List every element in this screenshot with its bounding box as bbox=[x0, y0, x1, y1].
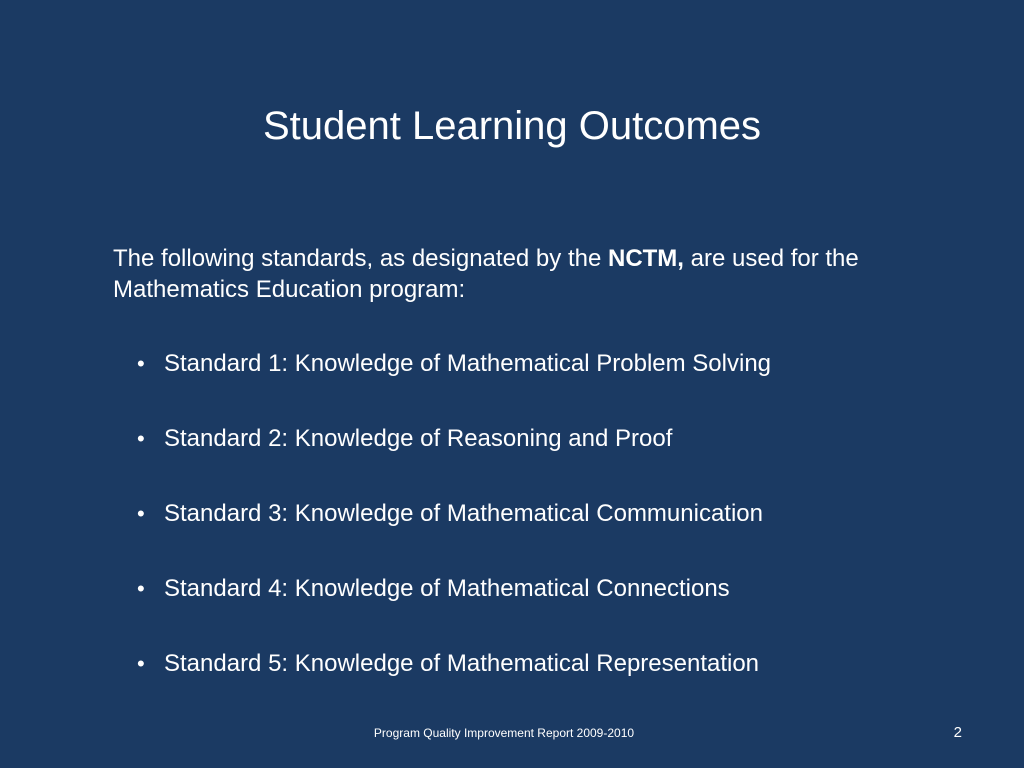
list-item bbox=[137, 570, 771, 645]
list-item bbox=[137, 645, 771, 720]
bullet-icon: • bbox=[137, 576, 145, 601]
page-number: 2 bbox=[953, 724, 962, 741]
bullet-icon: • bbox=[137, 426, 145, 451]
list-item bbox=[137, 420, 771, 495]
standard-text: Standard 2: Knowledge of Reasoning and Proof bbox=[164, 425, 673, 452]
standard-text: Standard 4: Knowledge of Mathematical Connections bbox=[164, 575, 730, 602]
standard-text: Standard 5: Knowledge of Mathematical Representation bbox=[164, 650, 760, 677]
standards-list bbox=[137, 345, 771, 720]
list-item bbox=[137, 345, 771, 420]
intro-text-after: are used for the Mathematics Education program: bbox=[113, 245, 859, 303]
intro-text-before: The following standards, as designated by the bbox=[113, 245, 608, 272]
bullet-icon: • bbox=[137, 351, 145, 376]
slide-title: Student Learning Outcomes bbox=[262, 104, 762, 148]
standard-text: Standard 1: Knowledge of Mathematical Problem Solving bbox=[164, 350, 772, 377]
bullet-icon: • bbox=[137, 501, 145, 526]
standard-text: Standard 3: Knowledge of Mathematical Communication bbox=[164, 500, 763, 527]
list-item bbox=[137, 495, 771, 570]
intro-emphasis: NCTM, bbox=[607, 245, 684, 272]
intro-paragraph bbox=[113, 243, 873, 305]
bullet-icon: • bbox=[137, 651, 145, 676]
slide-footer: Program Quality Improvement Report 2009-2010 bbox=[373, 726, 635, 740]
